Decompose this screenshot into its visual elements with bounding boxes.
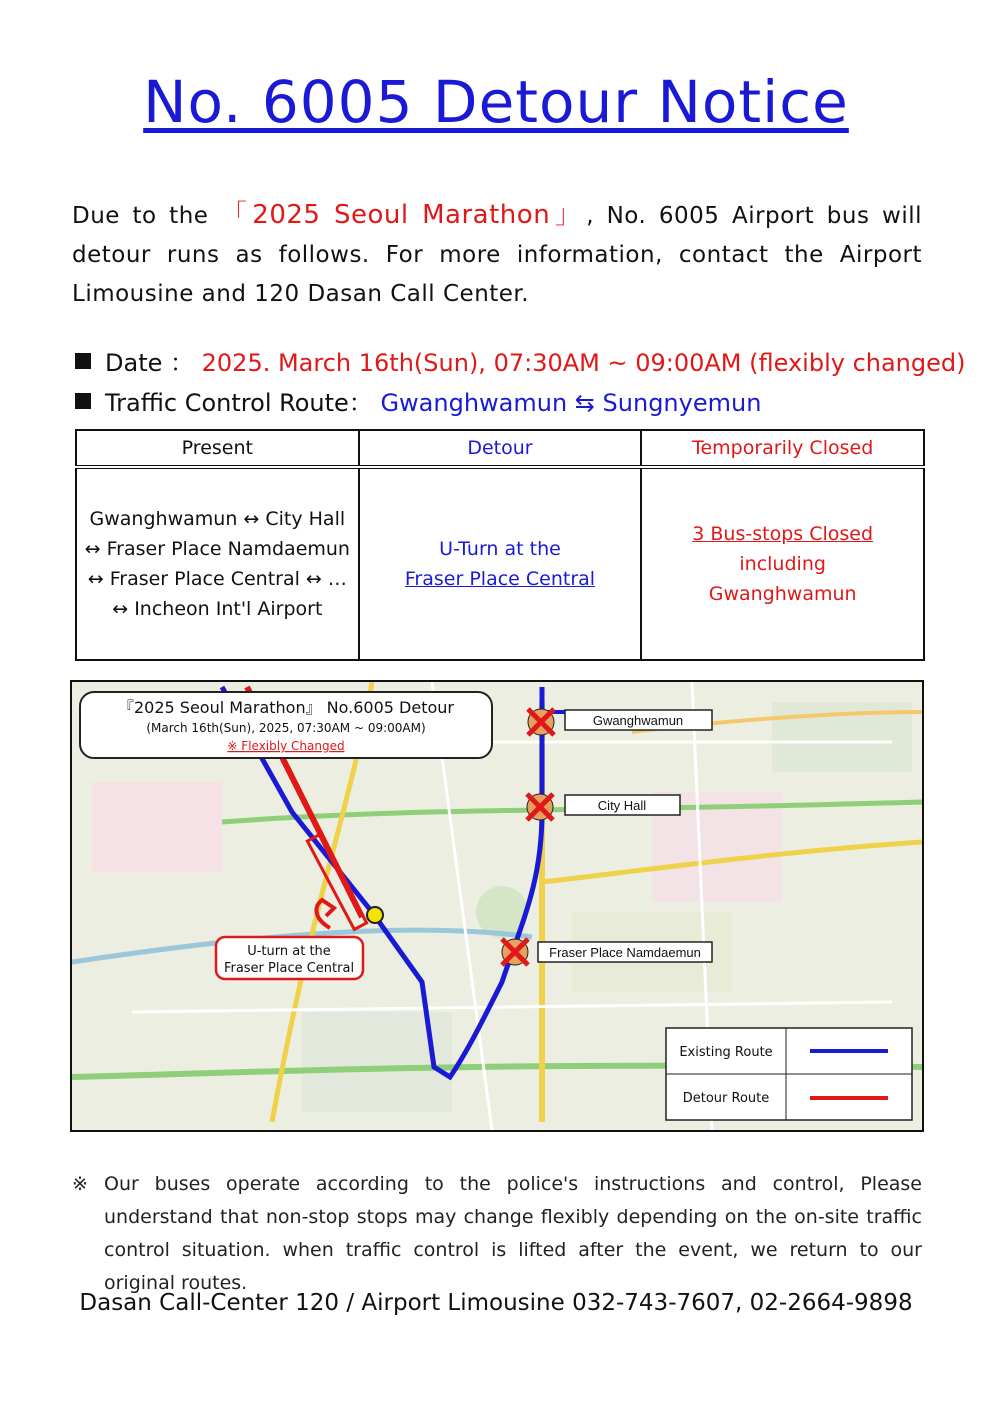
closed-stops-cell xyxy=(641,467,924,660)
legend-detour-label: Detour Route xyxy=(682,1091,770,1106)
intro-text-end: , No. 6005 Airport bus will detour runs as follows. For more information, contact the Airport Limousine and 120 Dasan Call Center. xyxy=(72,203,922,307)
bullet-square-icon xyxy=(75,393,91,409)
contact-footer: Dasan Call-Center 120 / Airport Limousine 032-743-7607, 02-2664-9898 xyxy=(79,1290,913,1316)
stop-label-gwanghwamun: Gwanghwamun xyxy=(592,713,684,728)
header-closed: Temporarily Closed xyxy=(641,430,924,467)
intro-paragraph xyxy=(72,196,922,314)
map-subtitle: (March 16th(Sun), 2025, 07:30AM ~ 09:00AM) xyxy=(146,721,426,735)
detour-line: U-Turn at the xyxy=(439,538,561,560)
map-title: 『2025 Seoul Marathon』 No.6005 Detour xyxy=(117,698,455,717)
traffic-route-line xyxy=(75,383,761,418)
map-district xyxy=(92,782,222,872)
closed-stops-text: including xyxy=(739,553,826,575)
route-table xyxy=(75,429,925,661)
present-line: ↔ Fraser Place Central ↔ … xyxy=(87,568,347,590)
closed-stop-x-icon xyxy=(527,794,553,820)
stop-label-fraser-namdaemun: Fraser Place Namdaemun xyxy=(549,945,701,960)
route-map-svg xyxy=(72,682,922,1130)
closed-stop-x-icon xyxy=(528,709,554,735)
legend-existing-label: Existing Route xyxy=(679,1045,773,1060)
detour-line: Fraser Place Central xyxy=(404,568,596,590)
event-name: 「2025 Seoul Marathon」 xyxy=(221,200,587,230)
present-line: ↔ Incheon Int'l Airport xyxy=(112,598,323,620)
page-title: No. 6005 Detour Notice xyxy=(143,68,849,136)
map-flex-note: ※ Flexibly Changed xyxy=(227,739,345,753)
closed-stops-count: 3 Bus-stops Closed xyxy=(692,523,874,545)
fraser-central-stop-marker xyxy=(367,907,383,923)
present-line: ↔ Fraser Place Namdaemun xyxy=(84,538,350,560)
date-value: 2025. March 16th(Sun), 07:30AM ~ 09:00AM (flexibly changed) xyxy=(201,349,966,377)
present-line: Gwanghwamun ↔ City Hall xyxy=(89,508,346,530)
route-map xyxy=(70,680,924,1132)
closed-stop-name: Gwanghwamun xyxy=(708,583,857,605)
notice-note xyxy=(72,1168,922,1300)
closed-stop-x-icon xyxy=(502,939,528,965)
u-turn-label-line: U-turn at the xyxy=(247,944,331,959)
traffic-route-label: Traffic Control Route： xyxy=(105,389,373,417)
detour-route-cell xyxy=(359,467,642,660)
header-present: Present xyxy=(76,430,359,467)
note-mark: ※ xyxy=(72,1173,88,1195)
u-turn-label-line: Fraser Place Central xyxy=(223,961,355,976)
intro-text-start: Due to the xyxy=(72,203,222,229)
stop-label-city-hall: City Hall xyxy=(597,798,647,813)
present-route-cell xyxy=(76,467,359,660)
header-detour: Detour xyxy=(359,430,642,467)
bullet-square-icon xyxy=(75,353,91,369)
traffic-route-value: Gwanghwamun ⇆ Sungnyemun xyxy=(380,389,762,417)
date-line xyxy=(75,343,966,378)
date-label: Date ： xyxy=(105,349,194,377)
note-text: Our buses operate according to the police's instructions and control, Please understand that non-stop stops may change flexibly depending on the on-site traffic control situation. when traffic control is lifted after the event, we return to our original routes. xyxy=(104,1173,922,1294)
